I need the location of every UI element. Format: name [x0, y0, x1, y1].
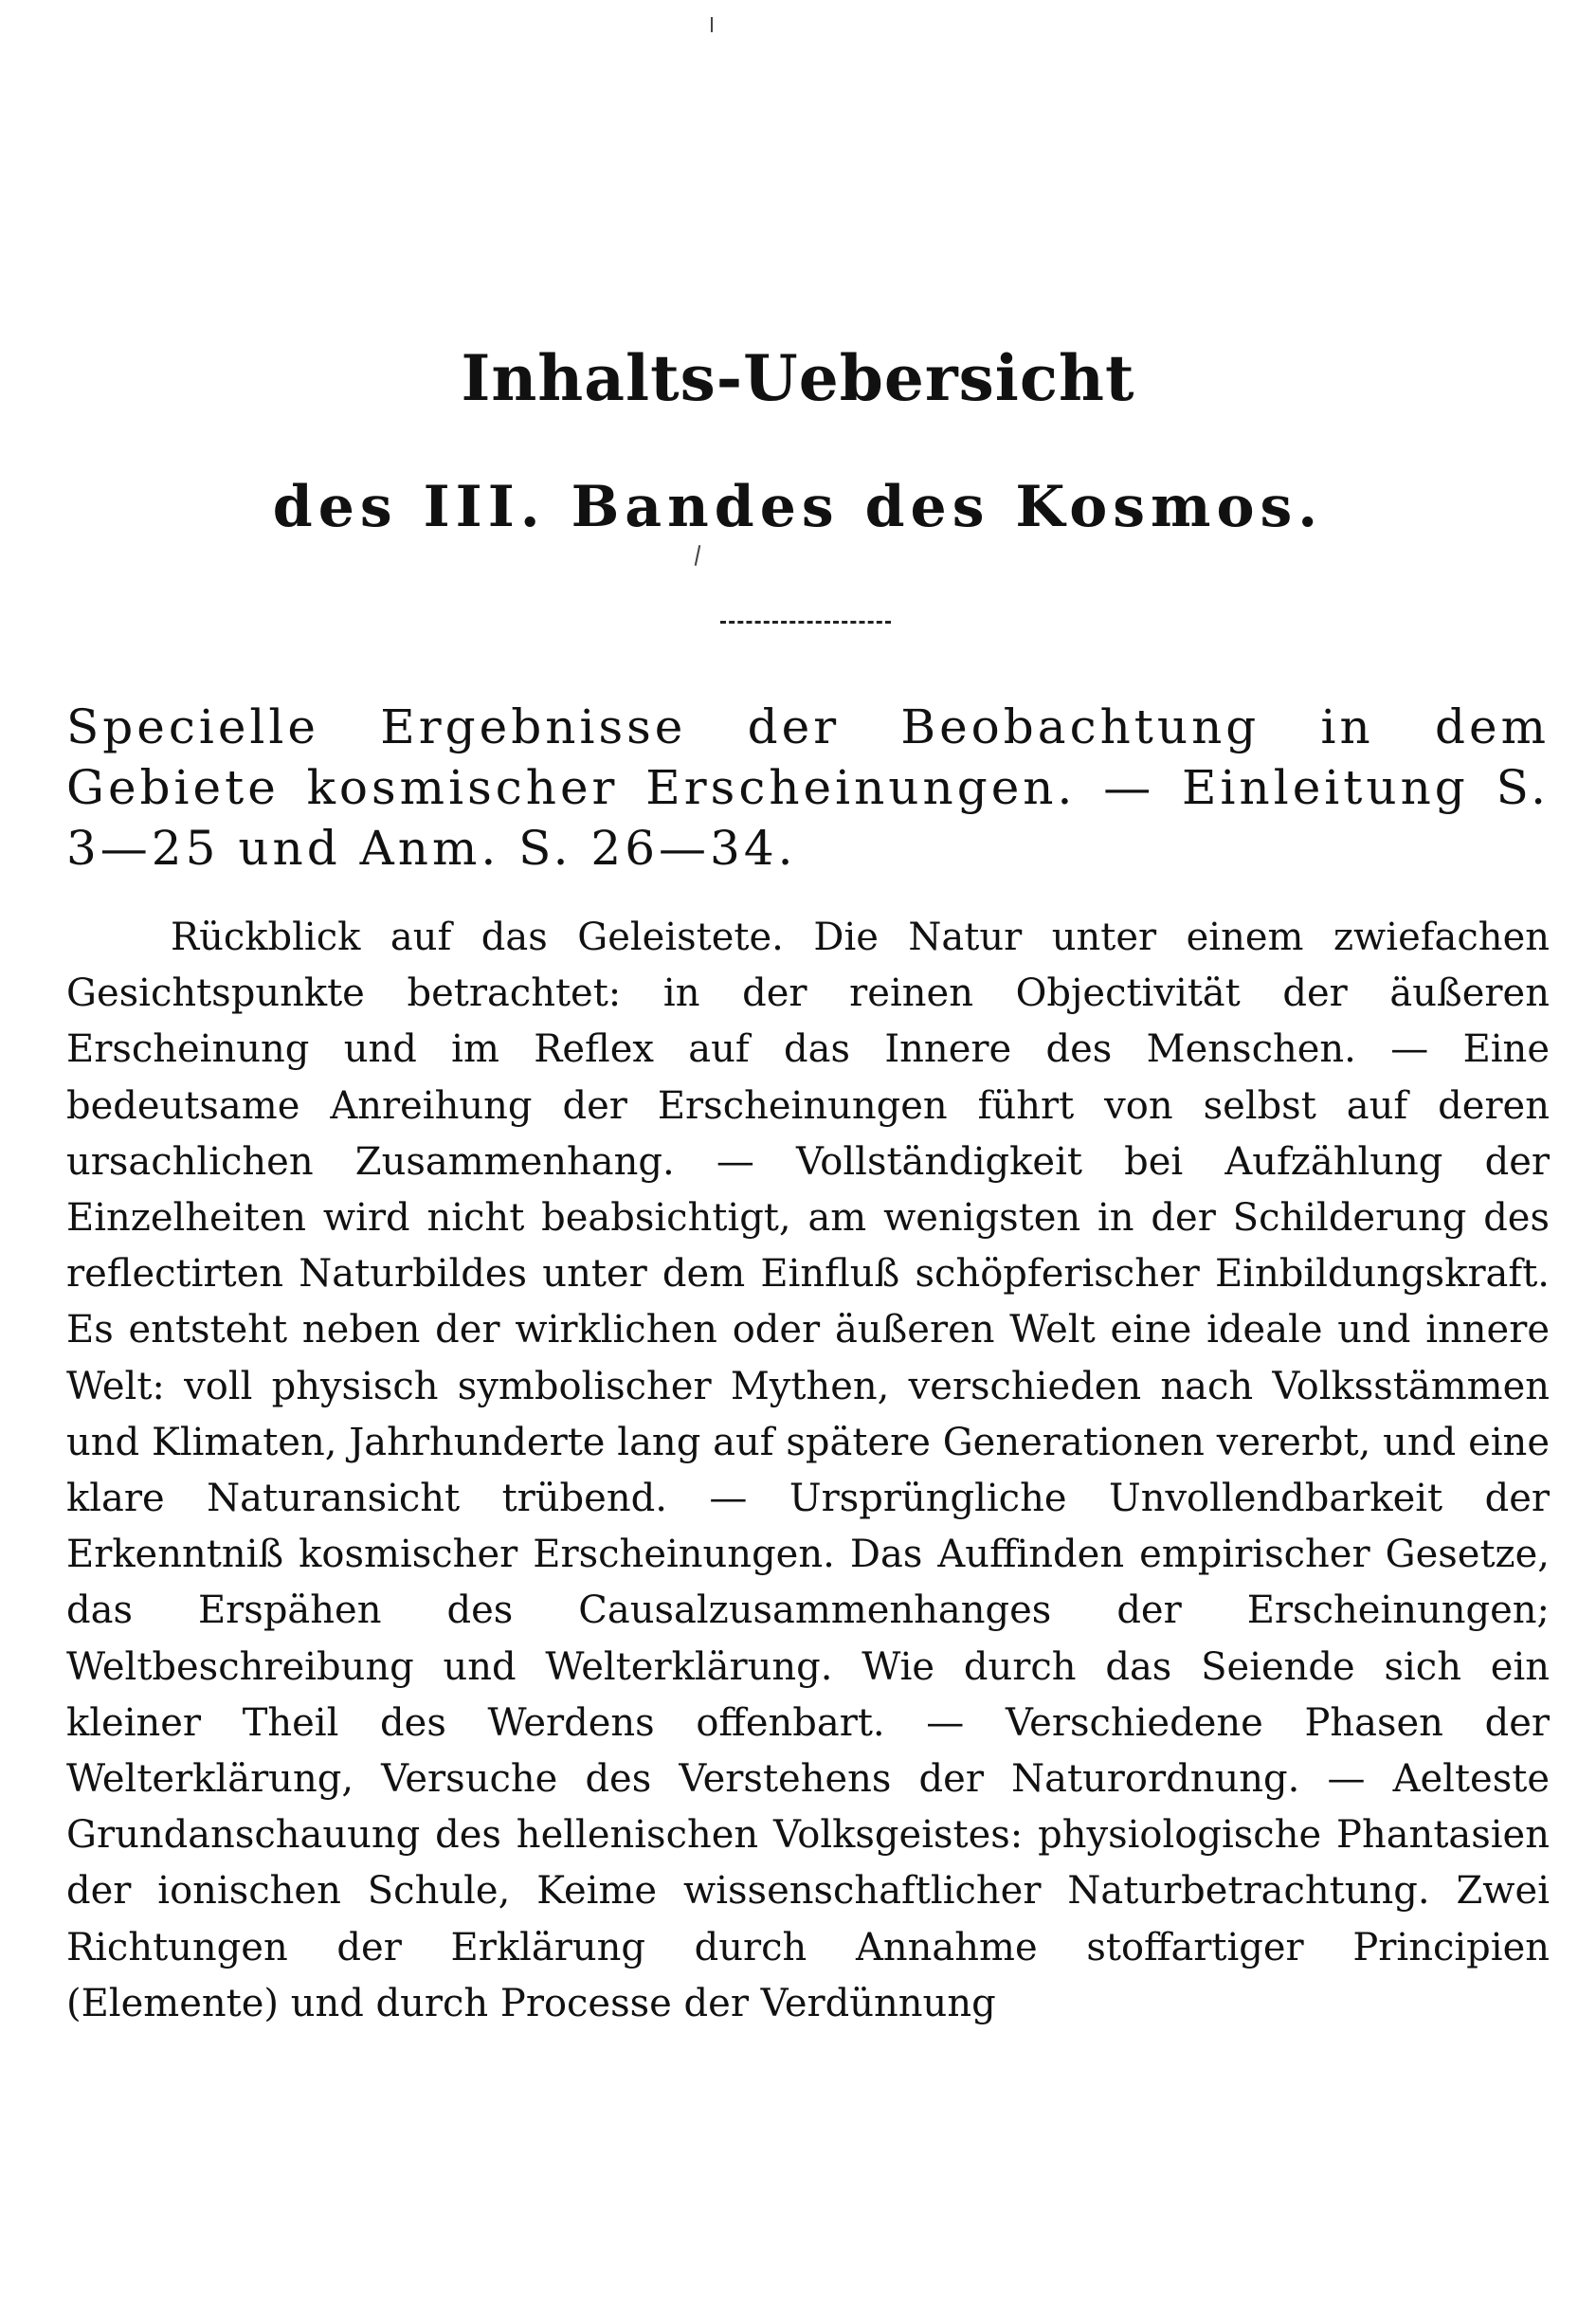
scan-mark: [695, 545, 701, 566]
page-subtitle: des III. Bandes des Kosmos.: [272, 474, 1324, 540]
page-title: Inhalts-Uebersicht: [461, 341, 1135, 415]
title-divider: [720, 621, 891, 624]
section-summary: Rückblick auf das Geleistete. Die Natur unter einem zwiefachen Gesichtspunkte betrachtet: in der reinen Objectivität der äußeren Erscheinung und im Reflex auf das Innere des Menschen. — Eine bedeutsame Anreihung der Erscheinungen führt von selbst auf deren ursachlichen Zusammenhang. — Vollständigkeit bei Aufzählung der Einzelheiten wird nicht beabsichtigt, am wenigsten in der Schilderung des reflectirten Naturbildes unter dem Einfluß schöpferischer Einbildungskraft. Es entsteht neben der wirklichen oder äußeren Welt eine ideale und innere Welt: voll physisch symbolischer Mythen, verschieden nach Volksstämmen und Klimaten, Jahrhunderte lang auf spätere Generationen vererbt, und eine klare Naturansicht trübend. — Ursprüngliche Unvollendbarkeit der Erkenntniß kosmischer Erscheinungen. Das Auffinden empirischer Gesetze, das Erspähen des Causalzusammenhanges der Erscheinungen; Weltbeschreibung und Welterklärung. Wie durch das Seiende sich ein kleiner Theil des Werdens offenbart. — Verschiedene Phasen der Welterklärung, Versuche des Verstehens der Naturordnung. — Aelteste Grundanschauung des hellenischen Volksgeistes: physiologische Phantasien der ionischen Schule, Keime wissenschaftlicher Naturbetrachtung. Zwei Richtungen der Erklärung durch Annahme stoffartiger Principien (Elemente) und durch Processe der Verdünnung: [66, 916, 1550, 2025]
section-heading: Specielle Ergebnisse der Beobachtung in dem Gebiete kosmischer Erscheinungen. — Einleitung S. 3—25 und Anm. S. 26—34.: [66, 699, 1550, 876]
scan-mark: [711, 17, 713, 32]
